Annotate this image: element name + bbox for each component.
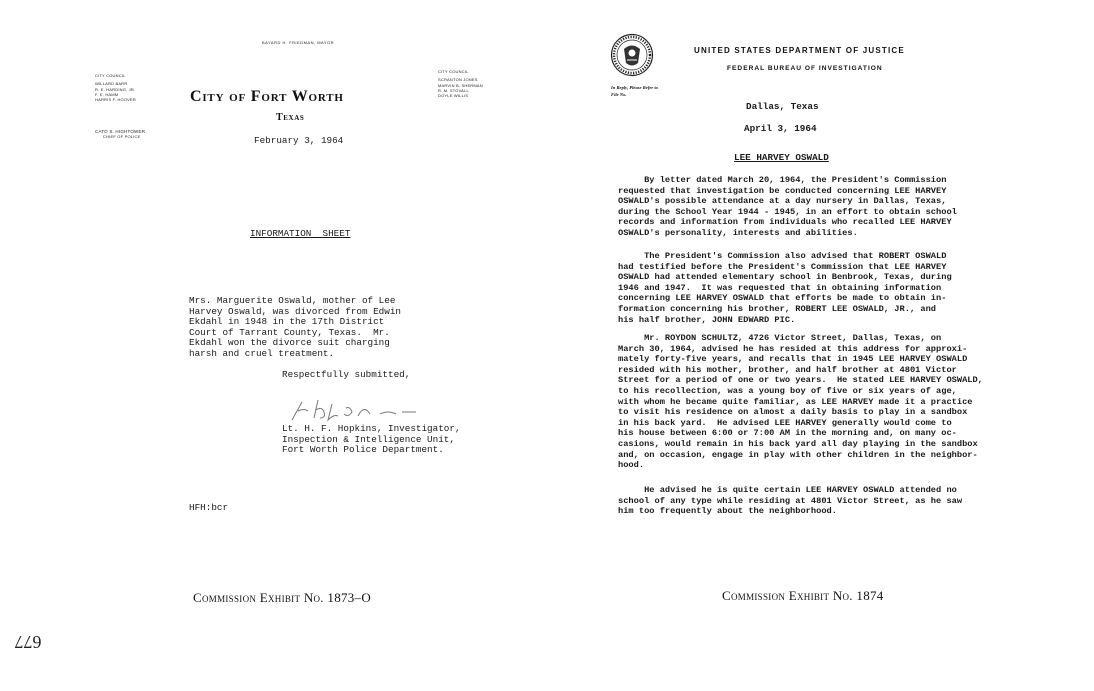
council-member: MARVIN B. SHERMAN xyxy=(438,82,483,88)
chief-name: CATO S. HIGHTOWER xyxy=(95,129,146,134)
fbi-paragraph-1: By letter dated March 20, 1964, the President's Commission requested that investigation be conducted concerning LEE HARVEY OSWALD's possible attendance at a day nursery in Dallas, Texas, during the School Year 1944 - 1945, in an effort to obtain school records and information from individuals who recalled LEE HARVEY OSWALD's personality, interests and abilities. xyxy=(618,175,957,238)
page-number: 677 xyxy=(14,632,42,652)
letterhead-city: City of Fort Worth xyxy=(190,88,344,105)
mayor-line: BAYARD H. FRIEDMAN, MAYOR xyxy=(262,40,335,45)
council-member: HARRIS F. HOOVER xyxy=(95,97,136,103)
department-title: UNITED STATES DEPARTMENT OF JUSTICE xyxy=(694,46,905,55)
doj-seal xyxy=(610,33,654,81)
fbi-paragraph-2: The President's Commission also advised that ROBERT OSWALD had testified before the President's Commission that LEE HARVEY OSWALD had attended elementary school in Benbrook, Texas, during 1946 and 1947. It was requested that in obtaining information concerning LEE HARVEY OSWALD that efforts be made to obtain in- formation concerning his brother, ROBERT LEE OSWALD, JR., and his half brother, JOHN EDWARD PIC. xyxy=(618,251,952,325)
fbi-city: Dallas, Texas xyxy=(746,101,819,112)
council-left xyxy=(95,73,136,102)
council-left-header: CITY COUNCIL xyxy=(95,73,126,78)
council-member: R. M. STOVALL xyxy=(438,87,469,93)
council-member: SCRANTON JONES xyxy=(438,77,478,83)
council-right xyxy=(438,69,483,98)
council-member: F. E. HAMM xyxy=(95,91,119,97)
council-member: WILLARD BARR xyxy=(95,81,128,87)
fbi-paragraph-3: Mr. ROYDON SCHULTZ, 4726 Victor Street, Dallas, Texas, on March 30, 1964, advised he has resided at this address for approxi- mately forty-five years, and recalls that in 1945 LEE HARVEY OSWALD resided with his mother, brother, and half brother at 4801 Victor Street for a period of one or two years. He stated LEE HARVEY OSWALD, to his recollection, was a young boy of five or six years of age, with whom he became quite familiar, as LEE HARVEY made it a practice to visit his residence on almost a daily basis to play in a sandbox in his back yard. He advised LEE HARVEY generally would come to his house between 6:00 or 7:00 AM in the morning and, on many oc- casions, would remain in his back yard all day playing in the sandbox and, on occasion, engage in play with other children in the neighbor- hood. xyxy=(618,333,983,471)
information-sheet-heading: INFORMATION SHEET xyxy=(250,228,351,239)
exhibit-label-1873: Commission Exhibit No. 1873–O xyxy=(193,590,372,605)
chief-block xyxy=(95,129,145,140)
council-member: R. E. HARDING, JR. xyxy=(95,86,136,92)
initials: HFH:bcr xyxy=(189,502,229,513)
fbi-date: April 3, 1964 xyxy=(744,123,817,134)
council-member: DOYLE WILLIS xyxy=(438,93,469,99)
bureau-title: FEDERAL BUREAU OF INVESTIGATION xyxy=(727,65,883,72)
chief-title: CHIEF OF POLICE xyxy=(103,134,141,140)
reply-note: In Reply, Please Refer to File No. xyxy=(611,85,658,97)
fbi-paragraph-4: He advised he is quite certain LEE HARVEY OSWALD attended no school of any type while residing at 4801 Victor Street, as he saw him too frequently about the neighborhood. xyxy=(618,485,963,517)
exhibit-label-1874: Commission Exhibit No. 1874 xyxy=(722,588,884,603)
fbi-subject: LEE HARVEY OSWALD xyxy=(734,152,829,163)
letterhead-state: Texas xyxy=(276,112,305,123)
letter-body: Mrs. Marguerite Oswald, mother of Lee Harvey Oswald, was divorced from Edwin Ekdahl in 1948 in the 17th District Court of Tarrant County, Texas. Mr. Ekdahl won the divorce suit charging harsh and cruel treatment. xyxy=(189,295,402,359)
letter-date: February 3, 1964 xyxy=(254,135,344,146)
letter-closing: Respectfully submitted, xyxy=(282,369,411,380)
council-right-header: CITY COUNCIL xyxy=(438,69,469,74)
signer-block: Lt. H. F. Hopkins, Investigator, Inspection & Intelligence Unit, Fort Worth Police Department. xyxy=(282,423,461,456)
